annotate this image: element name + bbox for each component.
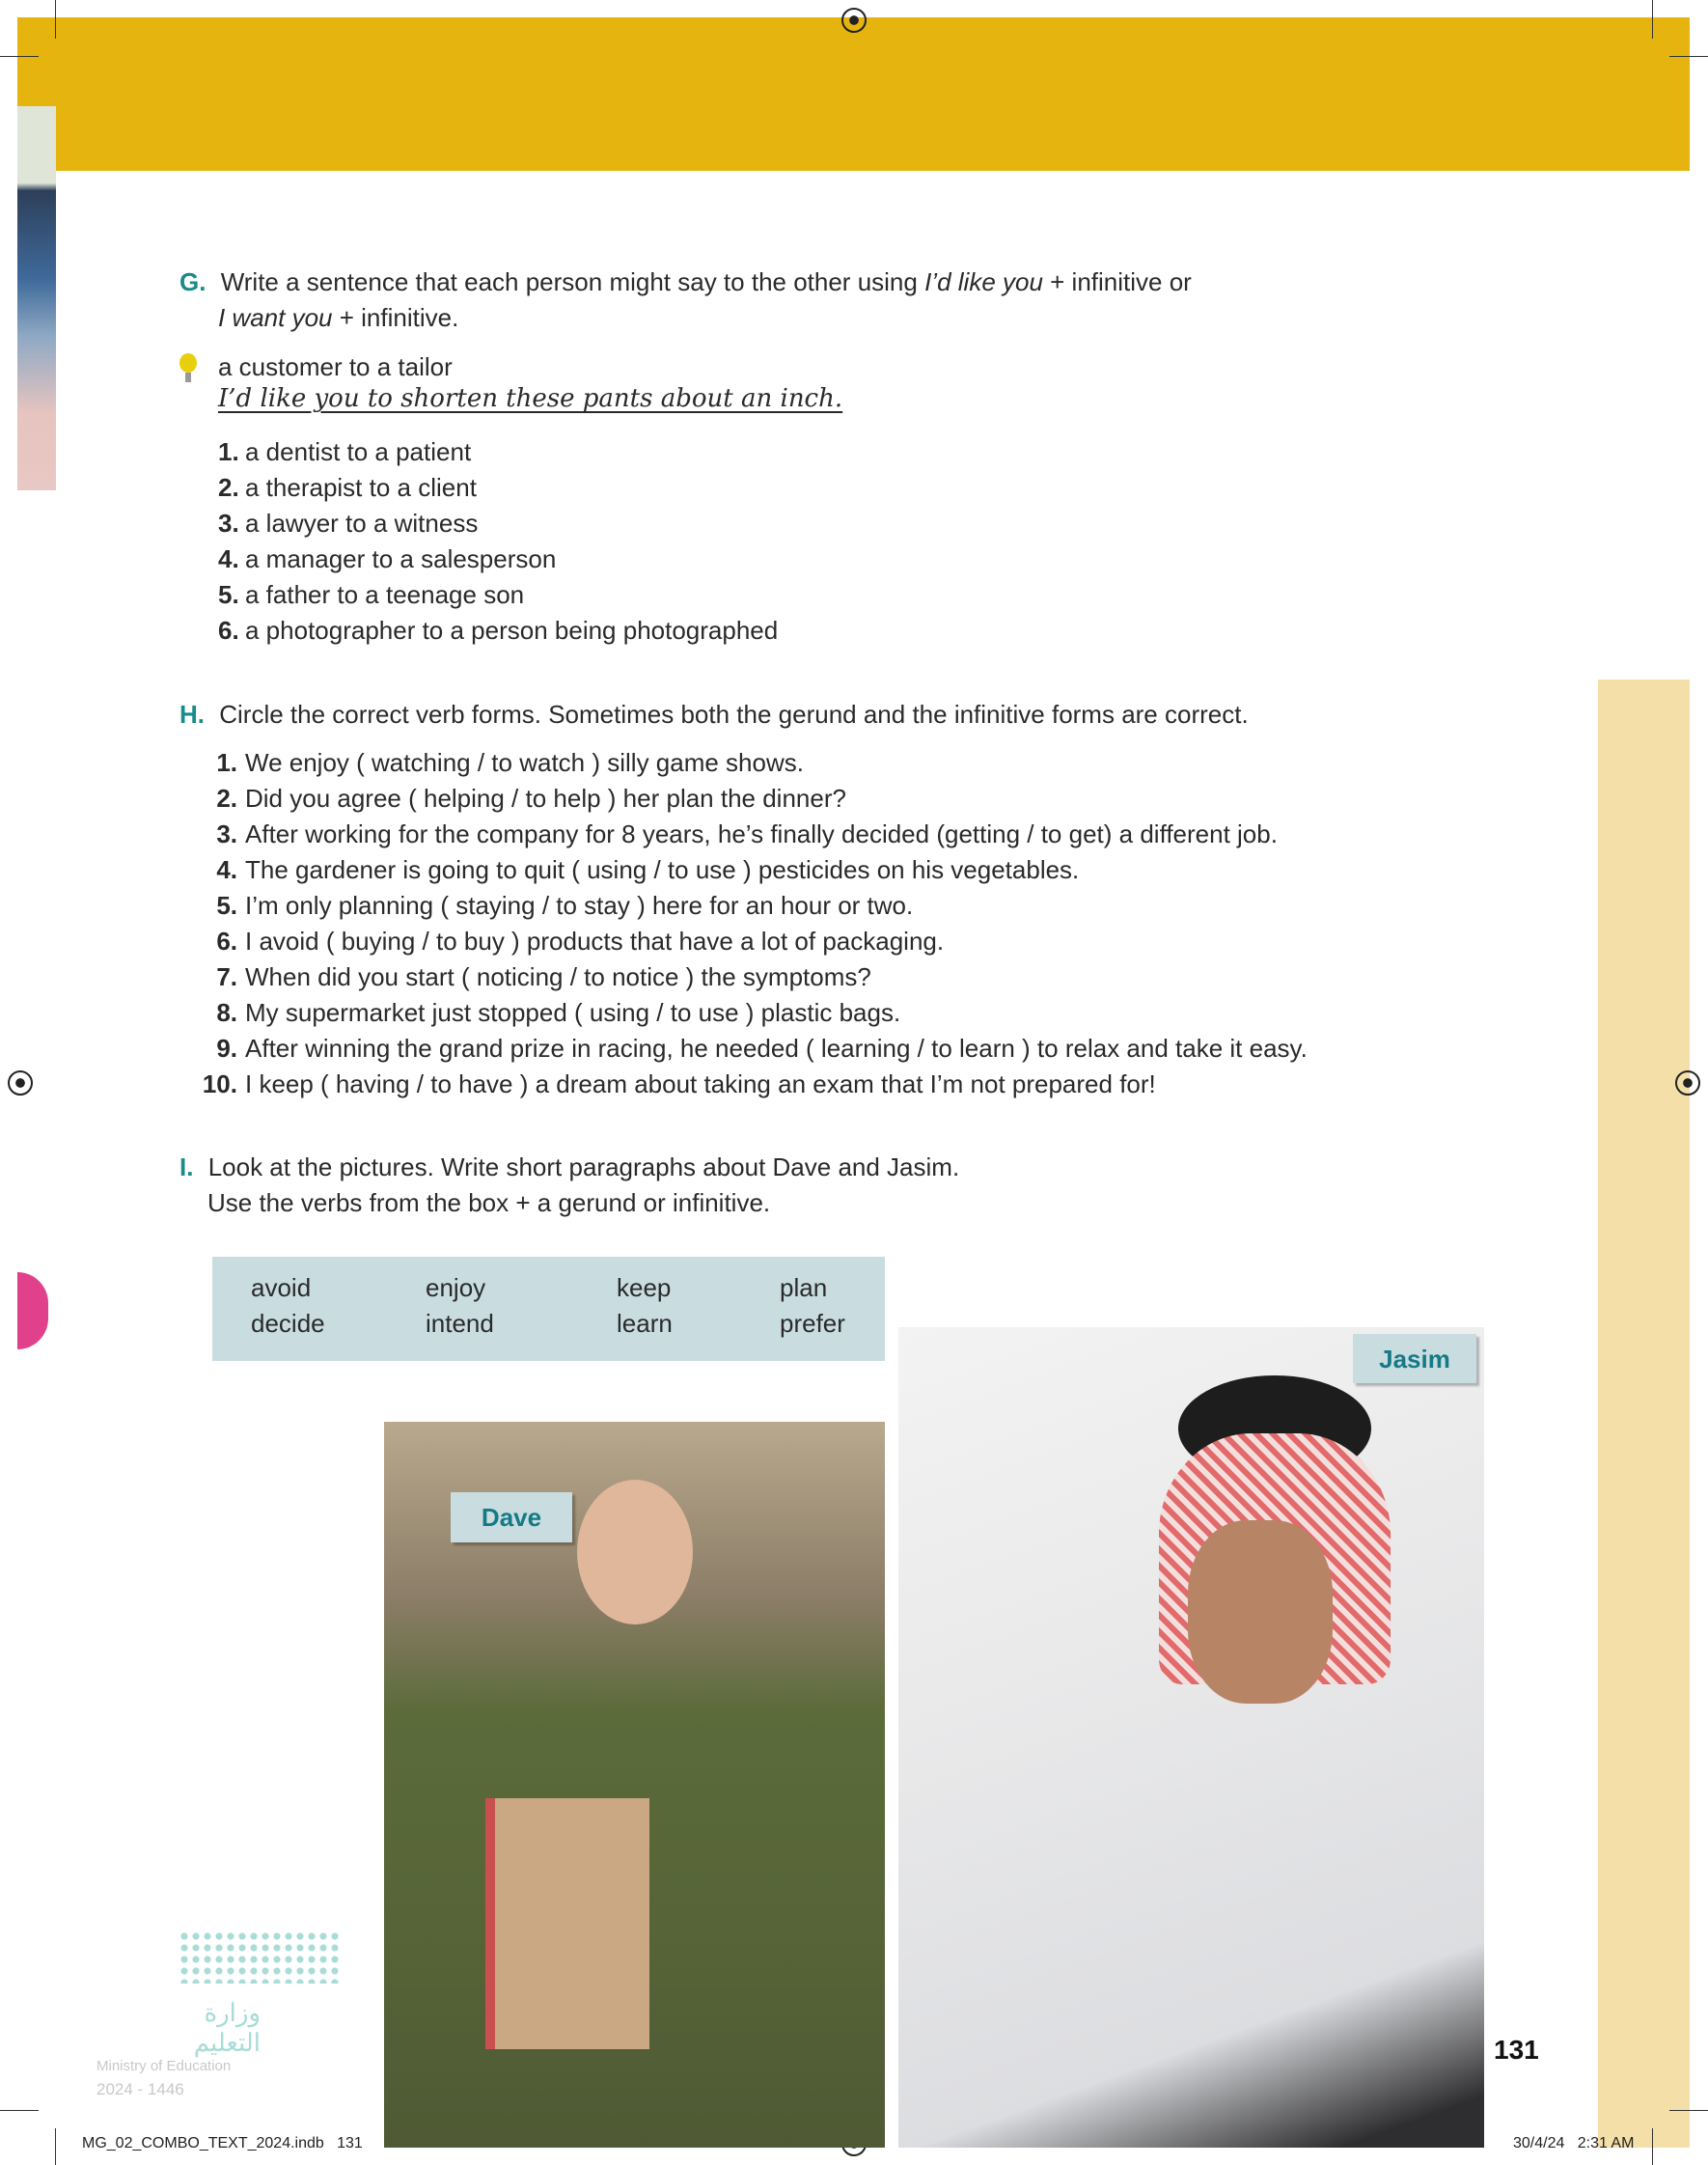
item-number: 8. — [216, 998, 237, 1027]
registration-mark-icon — [841, 8, 867, 33]
crop-mark — [1652, 0, 1653, 39]
section-g-instructions — [179, 264, 1192, 300]
item-text: I avoid ( buying / to buy ) products that have a lot of packaging. — [245, 927, 945, 956]
item-text: Did you agree ( helping / to help ) her plan the dinner? — [245, 784, 846, 813]
item-number: 1. — [216, 748, 237, 777]
item-text: a photographer to a person being photographed — [245, 616, 779, 645]
crop-mark — [0, 56, 39, 57]
jasim-label: Jasim — [1353, 1334, 1476, 1383]
verb-box — [212, 1257, 885, 1361]
registration-mark-icon — [1675, 1070, 1700, 1096]
item-text: I’m only planning ( staying / to stay ) here for an hour or two. — [245, 891, 914, 920]
item-text: After working for the company for 8 years, he’s finally decided (getting / to get) a different job. — [245, 819, 1278, 848]
text: Circle the correct verb forms. Sometimes both the gerund and the infinitive forms are correct. — [219, 700, 1249, 729]
footer-file: MG_02_COMBO_TEXT_2024.indb 131 — [82, 2135, 363, 2151]
list-item — [199, 1067, 1156, 1102]
pink-tab-shape — [17, 1272, 48, 1349]
verb: keep — [617, 1273, 672, 1302]
logo-arabic: وزارة التعليم — [193, 1998, 261, 2057]
item-text: The gardener is going to quit ( using / to use ) pesticides on his vegetables. — [245, 855, 1080, 884]
item-text: After winning the grand prize in racing, he needed ( learning / to learn ) to relax and take it easy. — [245, 1034, 1308, 1063]
logo-years: 2024 - 1446 — [96, 2080, 184, 2098]
item-number: 5. — [218, 580, 239, 609]
list-item — [199, 745, 804, 781]
crop-mark — [55, 2128, 56, 2165]
section-g-instructions-2 — [218, 300, 458, 336]
list-item — [218, 506, 478, 541]
lightbulb-icon — [179, 353, 197, 382]
list-item — [199, 924, 944, 959]
list-item — [218, 577, 524, 613]
section-h-instructions — [179, 697, 1249, 733]
verb: enjoy — [426, 1273, 486, 1302]
crop-mark — [1669, 2110, 1708, 2111]
text: I’d like you — [924, 267, 1043, 296]
books — [485, 1798, 649, 2049]
item-number: 2. — [218, 473, 239, 502]
page-number: 131 — [1494, 2035, 1539, 2065]
verb: decide — [251, 1309, 325, 1338]
list-item — [218, 541, 556, 577]
face — [577, 1480, 693, 1624]
face — [1188, 1520, 1333, 1704]
logo-english: Ministry of Education — [96, 2058, 232, 2074]
list-item — [199, 959, 871, 995]
item-text: a father to a teenage son — [245, 580, 525, 609]
text: I want you — [218, 303, 333, 332]
item-text: a manager to a salesperson — [245, 544, 557, 573]
verb: prefer — [780, 1309, 845, 1338]
item-text: a therapist to a client — [245, 473, 477, 502]
item-number: 4. — [216, 855, 237, 884]
logo-dots-icon — [179, 1930, 343, 1984]
list-item — [218, 434, 471, 470]
crop-mark — [1652, 2128, 1653, 2165]
item-number: 2. — [216, 784, 237, 813]
list-item — [218, 613, 778, 649]
item-number: 6. — [218, 616, 239, 645]
item-number: 1. — [218, 437, 239, 466]
left-edge-image — [17, 106, 56, 490]
section-i-instructions-2: Use the verbs from the box + a gerund or infinitive. — [207, 1188, 771, 1217]
verb: intend — [426, 1309, 494, 1338]
item-text: When did you start ( noticing / to notice ) the symptoms? — [245, 962, 871, 991]
item-text: a lawyer to a witness — [245, 509, 479, 538]
section-i-instructions — [179, 1150, 959, 1185]
list-item — [199, 995, 900, 1031]
list-item — [199, 1031, 1308, 1067]
crop-mark — [1669, 56, 1708, 57]
header-band — [17, 17, 1690, 171]
section-label: G. — [179, 267, 207, 296]
item-number: 9. — [216, 1034, 237, 1063]
ministry-logo — [96, 1930, 347, 2098]
example-prompt: a customer to a tailor — [218, 352, 453, 381]
side-strip — [1598, 680, 1690, 2148]
text: Look at the pictures. Write short paragraphs about Dave and Jasim. — [207, 1152, 960, 1181]
list-item — [199, 817, 1278, 852]
registration-mark-icon — [8, 1070, 33, 1096]
item-text: a dentist to a patient — [245, 437, 472, 466]
jasim-photo — [898, 1327, 1484, 2148]
item-number: 3. — [218, 509, 239, 538]
list-item — [199, 852, 1079, 888]
footer-date: 30/4/24 2:31 AM — [1513, 2135, 1635, 2151]
text: + infinitive. — [332, 303, 459, 332]
list-item — [218, 470, 477, 506]
item-text: I keep ( having / to have ) a dream about taking an exam that I’m not prepared for! — [245, 1069, 1156, 1098]
item-text: We enjoy ( watching / to watch ) silly game shows. — [245, 748, 804, 777]
verb: learn — [617, 1309, 673, 1338]
item-number: 10. — [202, 1069, 237, 1098]
item-text: My supermarket just stopped ( using / to use ) plastic bags. — [245, 998, 901, 1027]
item-number: 5. — [216, 891, 237, 920]
crop-mark — [0, 2110, 39, 2111]
text: Write a sentence that each person might say to the other using — [220, 267, 925, 296]
text: + infinitive or — [1042, 267, 1192, 296]
item-number: 6. — [216, 927, 237, 956]
item-number: 4. — [218, 544, 239, 573]
example-answer: I’d like you to shorten these pants about an inch. — [218, 384, 843, 413]
item-number: 3. — [216, 819, 237, 848]
verb: avoid — [251, 1273, 312, 1302]
list-item — [199, 888, 913, 924]
item-number: 7. — [216, 962, 237, 991]
list-item — [199, 781, 846, 817]
dave-label: Dave — [451, 1492, 572, 1542]
section-label: I. — [179, 1152, 194, 1181]
verb: plan — [780, 1273, 828, 1302]
crop-mark — [55, 0, 56, 39]
section-label: H. — [179, 700, 205, 729]
